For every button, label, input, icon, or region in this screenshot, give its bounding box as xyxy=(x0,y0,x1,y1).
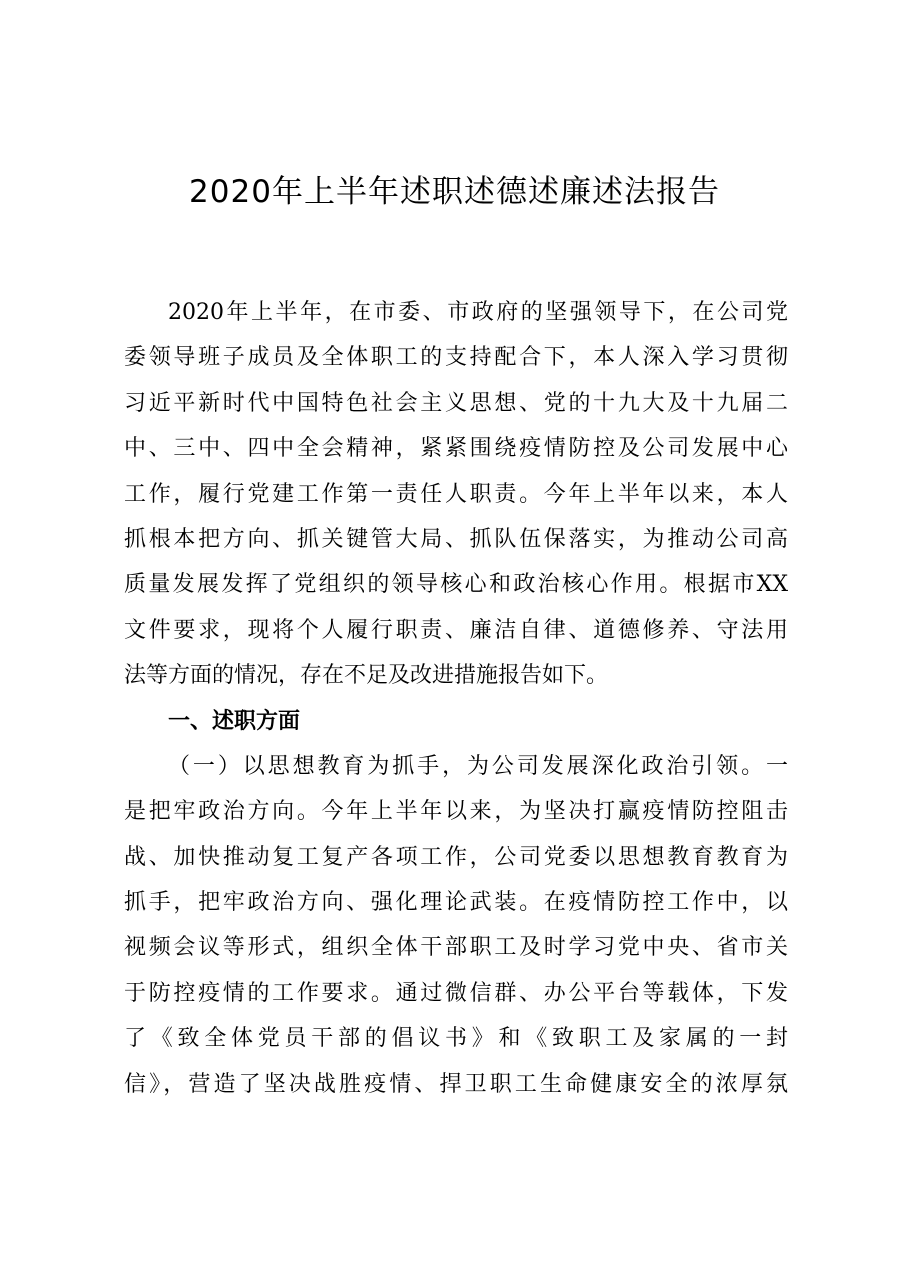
paragraph-2 xyxy=(124,744,788,1107)
section-heading: 一、述职方面 xyxy=(168,708,301,734)
paragraph-line: （一）以思想教育为抓手，为公司发展深化政治引领。一 xyxy=(168,753,788,779)
paragraph-line: 战、加快推动复工复产各项工作，公司党委以思想教育教育为 xyxy=(124,844,788,870)
paragraph-line: 是把牢政治方向。今年上半年以来，为坚决打赢疫情防控阻击 xyxy=(124,799,788,825)
paragraph-line: 质量发展发挥了党组织的领导核心和政治核心作用。根据市XX xyxy=(124,572,788,598)
paragraph-line: 委领导班子成员及全体职工的支持配合下，本人深入学习贯彻 xyxy=(124,345,788,371)
paragraph-line: 视频会议等形式，组织全体干部职工及时学习党中央、省市关 xyxy=(124,935,788,961)
paragraph-line: 习近平新时代中国特色社会主义思想、党的十九大及十九届二 xyxy=(124,390,788,416)
paragraph-line: 了《致全体党员干部的倡议书》和《致职工及家属的一封 xyxy=(124,1026,788,1052)
paragraph-line: 工作，履行党建工作第一责任人职责。今年上半年以来，本人 xyxy=(124,481,788,507)
paragraph-line: 于防控疫情的工作要求。通过微信群、办公平台等载体，下发 xyxy=(124,980,788,1006)
document-body xyxy=(124,290,788,1107)
paragraph-line: 2020年上半年，在市委、市政府的坚强领导下，在公司党 xyxy=(168,300,788,325)
document-title: 2020年上半年述职述德述廉述法报告 xyxy=(189,174,720,210)
paragraph-line: 文件要求，现将个人履行职责、廉洁自律、道德修养、守法用 xyxy=(124,617,788,643)
paragraph-line: 中、三中、四中全会精神，紧紧围绕疫情防控及公司发展中心 xyxy=(124,436,788,462)
paragraph-1 xyxy=(124,290,788,699)
paragraph-line: 法等方面的情况，存在不足及改进措施报告如下。 xyxy=(124,663,609,689)
paragraph-line: 信》，营造了坚决战胜疫情、捍卫职工生命健康安全的浓厚氛 xyxy=(124,1071,788,1097)
paragraph-line: 抓根本把方向、抓关键管大局、抓队伍保落实，为推动公司高 xyxy=(124,526,788,552)
paragraph-line: 抓手，把牢政治方向、强化理论武装。在疫情防控工作中，以 xyxy=(124,890,788,916)
